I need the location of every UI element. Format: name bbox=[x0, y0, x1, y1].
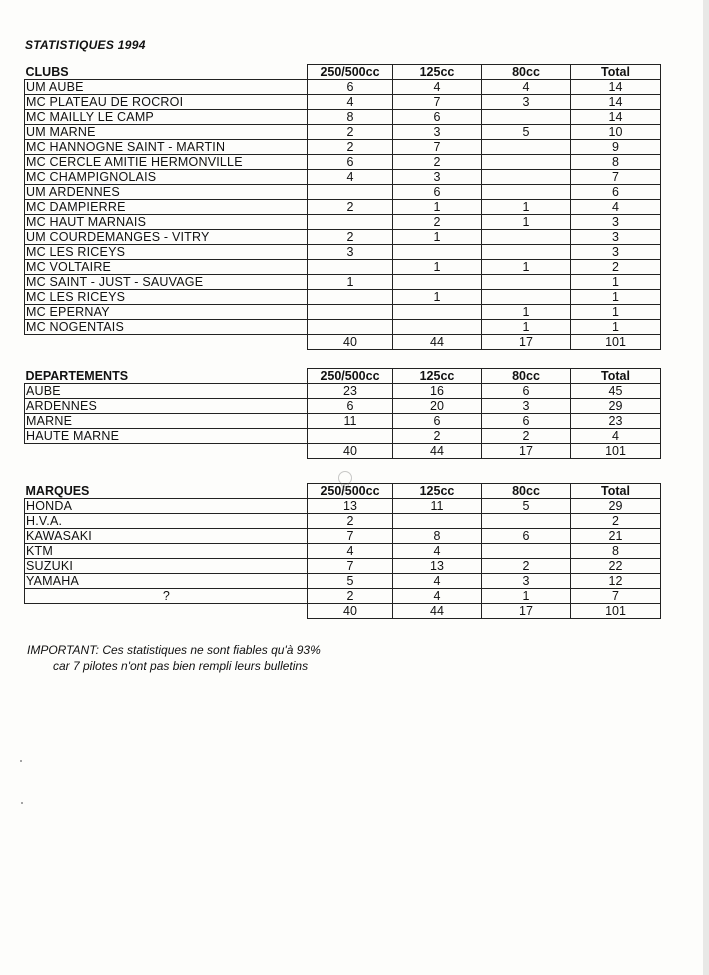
scan-speck bbox=[21, 802, 23, 804]
total-value: 17 bbox=[482, 335, 571, 350]
row-value bbox=[308, 185, 393, 200]
marques-section-heading: MARQUES bbox=[25, 484, 308, 499]
row-value: 7 bbox=[393, 95, 482, 110]
row-value: 5 bbox=[482, 499, 571, 514]
row-value: 1 bbox=[571, 320, 661, 335]
row-value: 4 bbox=[393, 80, 482, 95]
row-value: 1 bbox=[482, 305, 571, 320]
table-row bbox=[25, 290, 661, 305]
row-value: 20 bbox=[393, 399, 482, 414]
row-label: SUZUKI bbox=[25, 559, 308, 574]
row-value: 7 bbox=[571, 589, 661, 604]
totals-row bbox=[25, 335, 661, 350]
row-value: 3 bbox=[482, 95, 571, 110]
marques-column-header: 80cc bbox=[482, 484, 571, 499]
row-label: KTM bbox=[25, 544, 308, 559]
row-value bbox=[482, 110, 571, 125]
row-value: 1 bbox=[571, 290, 661, 305]
row-value: 7 bbox=[308, 529, 393, 544]
table-row bbox=[25, 80, 661, 95]
total-value: 40 bbox=[308, 604, 393, 619]
row-value bbox=[482, 290, 571, 305]
table-row bbox=[25, 414, 661, 429]
row-label: UM AUBE bbox=[25, 80, 308, 95]
row-value: 11 bbox=[393, 499, 482, 514]
row-value: 45 bbox=[571, 384, 661, 399]
table-row bbox=[25, 230, 661, 245]
row-value bbox=[482, 185, 571, 200]
row-value: 16 bbox=[393, 384, 482, 399]
row-value: 6 bbox=[482, 414, 571, 429]
row-label: HAUTE MARNE bbox=[25, 429, 308, 444]
row-value: 4 bbox=[393, 544, 482, 559]
row-label: H.V.A. bbox=[25, 514, 308, 529]
totals-row bbox=[25, 444, 661, 459]
clubs-header-row bbox=[25, 65, 661, 80]
row-value: 21 bbox=[571, 529, 661, 544]
row-label: ARDENNES bbox=[25, 399, 308, 414]
row-value bbox=[393, 245, 482, 260]
row-value bbox=[308, 429, 393, 444]
row-value bbox=[393, 514, 482, 529]
row-value bbox=[482, 170, 571, 185]
table-row bbox=[25, 200, 661, 215]
table-row bbox=[25, 125, 661, 140]
row-value: 4 bbox=[393, 589, 482, 604]
row-value bbox=[482, 245, 571, 260]
clubs-table bbox=[24, 64, 661, 350]
table-row bbox=[25, 110, 661, 125]
row-value: 1 bbox=[393, 200, 482, 215]
row-value: 2 bbox=[393, 155, 482, 170]
row-value: 3 bbox=[482, 574, 571, 589]
table-row bbox=[25, 275, 661, 290]
row-value: 2 bbox=[308, 140, 393, 155]
row-value: 8 bbox=[571, 544, 661, 559]
row-value: 4 bbox=[308, 544, 393, 559]
row-value: 12 bbox=[571, 574, 661, 589]
total-value: 101 bbox=[571, 604, 661, 619]
total-value: 44 bbox=[393, 335, 482, 350]
row-value bbox=[308, 215, 393, 230]
row-value: 6 bbox=[393, 185, 482, 200]
total-value: 17 bbox=[482, 604, 571, 619]
totals-blank-cell bbox=[25, 335, 308, 350]
table-row bbox=[25, 140, 661, 155]
row-value: 2 bbox=[393, 429, 482, 444]
table-row bbox=[25, 260, 661, 275]
row-value: 9 bbox=[571, 140, 661, 155]
row-value bbox=[482, 155, 571, 170]
departements-header-row bbox=[25, 369, 661, 384]
table-row bbox=[25, 245, 661, 260]
total-value: 101 bbox=[571, 444, 661, 459]
row-value: 4 bbox=[308, 95, 393, 110]
row-value: 4 bbox=[571, 200, 661, 215]
row-value: 5 bbox=[482, 125, 571, 140]
row-value: 23 bbox=[308, 384, 393, 399]
row-value: 14 bbox=[571, 95, 661, 110]
row-value: 7 bbox=[308, 559, 393, 574]
row-value: 1 bbox=[393, 290, 482, 305]
row-value: 3 bbox=[308, 245, 393, 260]
row-value: 1 bbox=[482, 320, 571, 335]
row-value: 8 bbox=[393, 529, 482, 544]
row-value bbox=[482, 140, 571, 155]
row-label: MC MAILLY LE CAMP bbox=[25, 110, 308, 125]
row-label: MC CERCLE AMITIE HERMONVILLE bbox=[25, 155, 308, 170]
table-row bbox=[25, 514, 661, 529]
row-label: MC LES RICEYS bbox=[25, 290, 308, 305]
table-row bbox=[25, 155, 661, 170]
row-value: 8 bbox=[308, 110, 393, 125]
note-line-1: IMPORTANT: Ces statistiques ne sont fiables qu'à 93% bbox=[27, 643, 321, 657]
row-value: 8 bbox=[571, 155, 661, 170]
row-value: 7 bbox=[571, 170, 661, 185]
row-value: 2 bbox=[482, 559, 571, 574]
totals-blank-cell bbox=[25, 444, 308, 459]
row-value: 22 bbox=[571, 559, 661, 574]
row-value: 13 bbox=[393, 559, 482, 574]
clubs-section-heading: CLUBS bbox=[25, 65, 308, 80]
clubs-column-header: 80cc bbox=[482, 65, 571, 80]
table-row bbox=[25, 170, 661, 185]
departements-column-header: 250/500cc bbox=[308, 369, 393, 384]
row-label: UM COURDEMANGES - VITRY bbox=[25, 230, 308, 245]
row-value: 5 bbox=[308, 574, 393, 589]
row-value: 6 bbox=[393, 110, 482, 125]
row-value: 2 bbox=[571, 514, 661, 529]
row-value bbox=[482, 544, 571, 559]
row-value: 1 bbox=[482, 200, 571, 215]
row-value bbox=[393, 320, 482, 335]
departements-column-header: Total bbox=[571, 369, 661, 384]
clubs-column-header: 250/500cc bbox=[308, 65, 393, 80]
row-label: HONDA bbox=[25, 499, 308, 514]
marques-column-header: 250/500cc bbox=[308, 484, 393, 499]
row-value bbox=[393, 275, 482, 290]
total-value: 40 bbox=[308, 335, 393, 350]
row-label: MC SAINT - JUST - SAUVAGE bbox=[25, 275, 308, 290]
row-label: MC PLATEAU DE ROCROI bbox=[25, 95, 308, 110]
table-row bbox=[25, 529, 661, 544]
row-value: 4 bbox=[571, 429, 661, 444]
row-value: 1 bbox=[482, 589, 571, 604]
totals-row bbox=[25, 604, 661, 619]
row-label: MC DAMPIERRE bbox=[25, 200, 308, 215]
table-row bbox=[25, 384, 661, 399]
row-value bbox=[482, 230, 571, 245]
table-row bbox=[25, 574, 661, 589]
row-label: UM ARDENNES bbox=[25, 185, 308, 200]
row-value: 3 bbox=[482, 399, 571, 414]
row-value: 1 bbox=[308, 275, 393, 290]
departements-column-header: 80cc bbox=[482, 369, 571, 384]
row-value: 3 bbox=[393, 125, 482, 140]
total-value: 44 bbox=[393, 604, 482, 619]
row-value: 4 bbox=[482, 80, 571, 95]
row-value: 6 bbox=[308, 399, 393, 414]
table-row bbox=[25, 320, 661, 335]
document-title: STATISTIQUES 1994 bbox=[25, 38, 146, 52]
row-label: MARNE bbox=[25, 414, 308, 429]
row-value: 14 bbox=[571, 80, 661, 95]
row-value: 1 bbox=[393, 230, 482, 245]
table-row bbox=[25, 305, 661, 320]
row-value: 2 bbox=[308, 230, 393, 245]
row-value: 11 bbox=[308, 414, 393, 429]
row-label: MC EPERNAY bbox=[25, 305, 308, 320]
row-value bbox=[308, 305, 393, 320]
row-value: 29 bbox=[571, 499, 661, 514]
table-row bbox=[25, 215, 661, 230]
row-label: MC LES RICEYS bbox=[25, 245, 308, 260]
row-value: 6 bbox=[482, 384, 571, 399]
row-value: 6 bbox=[308, 80, 393, 95]
table-row bbox=[25, 544, 661, 559]
row-value: 23 bbox=[571, 414, 661, 429]
row-value: 4 bbox=[393, 574, 482, 589]
row-label: MC VOLTAIRE bbox=[25, 260, 308, 275]
row-value: 1 bbox=[571, 275, 661, 290]
row-label: ? bbox=[25, 589, 308, 604]
marques-column-header: 125cc bbox=[393, 484, 482, 499]
row-value: 3 bbox=[571, 245, 661, 260]
row-value bbox=[308, 260, 393, 275]
departements-section-heading: DEPARTEMENTS bbox=[25, 369, 308, 384]
table-row bbox=[25, 185, 661, 200]
row-value bbox=[308, 320, 393, 335]
lg-stamp-logo bbox=[336, 470, 354, 492]
row-value bbox=[482, 514, 571, 529]
totals-blank-cell bbox=[25, 604, 308, 619]
row-label: MC CHAMPIGNOLAIS bbox=[25, 170, 308, 185]
row-value bbox=[393, 305, 482, 320]
clubs-column-header: Total bbox=[571, 65, 661, 80]
row-label: MC HAUT MARNAIS bbox=[25, 215, 308, 230]
row-label: UM MARNE bbox=[25, 125, 308, 140]
row-label: AUBE bbox=[25, 384, 308, 399]
important-note bbox=[27, 642, 321, 674]
row-value: 2 bbox=[482, 429, 571, 444]
table-row bbox=[25, 499, 661, 514]
row-label: YAMAHA bbox=[25, 574, 308, 589]
row-value: 6 bbox=[393, 414, 482, 429]
total-value: 44 bbox=[393, 444, 482, 459]
row-value bbox=[482, 275, 571, 290]
total-value: 101 bbox=[571, 335, 661, 350]
marques-table bbox=[24, 483, 661, 619]
row-value: 2 bbox=[571, 260, 661, 275]
row-value: 10 bbox=[571, 125, 661, 140]
row-label: MC HANNOGNE SAINT - MARTIN bbox=[25, 140, 308, 155]
row-value: 2 bbox=[308, 514, 393, 529]
table-row bbox=[25, 559, 661, 574]
departements-column-header: 125cc bbox=[393, 369, 482, 384]
row-value: 2 bbox=[308, 125, 393, 140]
total-value: 40 bbox=[308, 444, 393, 459]
marques-column-header: Total bbox=[571, 484, 661, 499]
row-label: KAWASAKI bbox=[25, 529, 308, 544]
row-value: 14 bbox=[571, 110, 661, 125]
row-value: 2 bbox=[308, 200, 393, 215]
row-value: 3 bbox=[393, 170, 482, 185]
page-edge bbox=[703, 0, 709, 975]
row-value: 3 bbox=[571, 215, 661, 230]
row-value: 4 bbox=[308, 170, 393, 185]
row-value: 13 bbox=[308, 499, 393, 514]
row-value: 1 bbox=[393, 260, 482, 275]
row-value: 1 bbox=[482, 260, 571, 275]
row-value: 2 bbox=[308, 589, 393, 604]
row-value: 7 bbox=[393, 140, 482, 155]
row-value: 29 bbox=[571, 399, 661, 414]
note-line-2: car 7 pilotes n'ont pas bien rempli leurs bulletins bbox=[53, 659, 309, 673]
row-value: 6 bbox=[482, 529, 571, 544]
row-label: MC NOGENTAIS bbox=[25, 320, 308, 335]
table-row bbox=[25, 589, 661, 604]
row-value: 2 bbox=[393, 215, 482, 230]
row-value: 1 bbox=[571, 305, 661, 320]
departements-table bbox=[24, 368, 661, 459]
row-value: 6 bbox=[571, 185, 661, 200]
table-row bbox=[25, 399, 661, 414]
table-row bbox=[25, 429, 661, 444]
row-value: 1 bbox=[482, 215, 571, 230]
scan-speck bbox=[20, 760, 22, 762]
row-value: 3 bbox=[571, 230, 661, 245]
row-value: 6 bbox=[308, 155, 393, 170]
total-value: 17 bbox=[482, 444, 571, 459]
table-row bbox=[25, 95, 661, 110]
row-value bbox=[308, 290, 393, 305]
clubs-column-header: 125cc bbox=[393, 65, 482, 80]
